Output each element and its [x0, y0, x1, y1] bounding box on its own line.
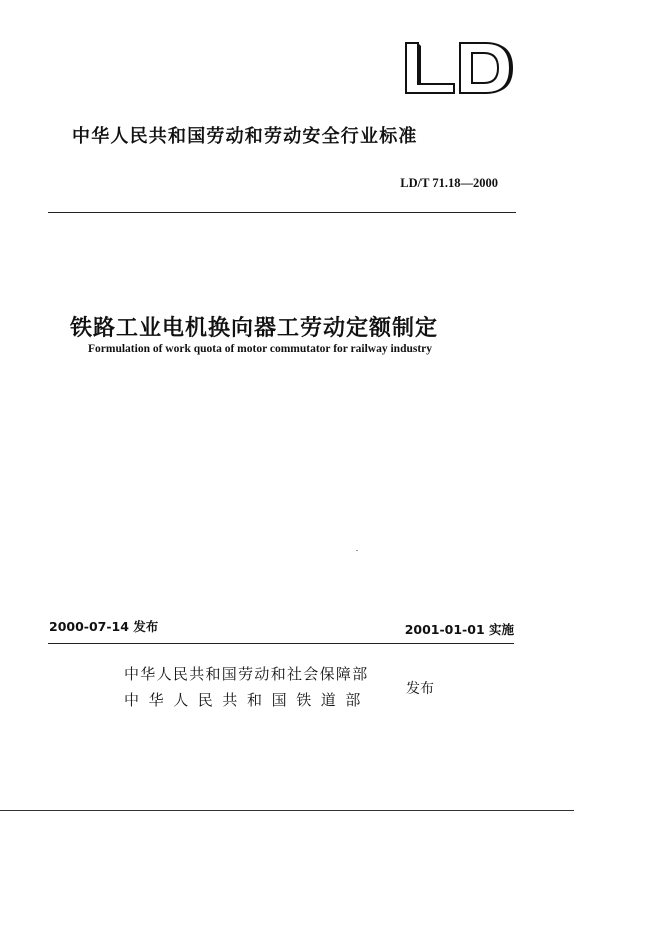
dates-divider	[48, 643, 514, 644]
issued-label: 发布	[406, 681, 434, 697]
ld-logo	[402, 40, 514, 96]
issuer-ministry-labour: 中华人民共和国劳动和社会保障部	[124, 665, 369, 683]
document-title: 铁路工业电机换向器工劳动定额制定	[70, 316, 439, 341]
issuer-ministry-railways: 中华人民共和国铁道部	[124, 691, 371, 709]
footer-divider	[0, 810, 574, 811]
standard-category: 中华人民共和国劳动和劳动安全行业标准	[72, 126, 418, 147]
document-subtitle-en: Formulation of work quota of motor commutator for railway industry	[88, 343, 433, 355]
scan-speck	[356, 550, 358, 551]
effective-date: 2001-01-01 实施	[404, 622, 514, 637]
standard-code: LD/T 71.18—2000	[400, 176, 498, 190]
header-divider	[48, 212, 516, 213]
publish-date: 2000-07-14 发布	[49, 619, 159, 634]
